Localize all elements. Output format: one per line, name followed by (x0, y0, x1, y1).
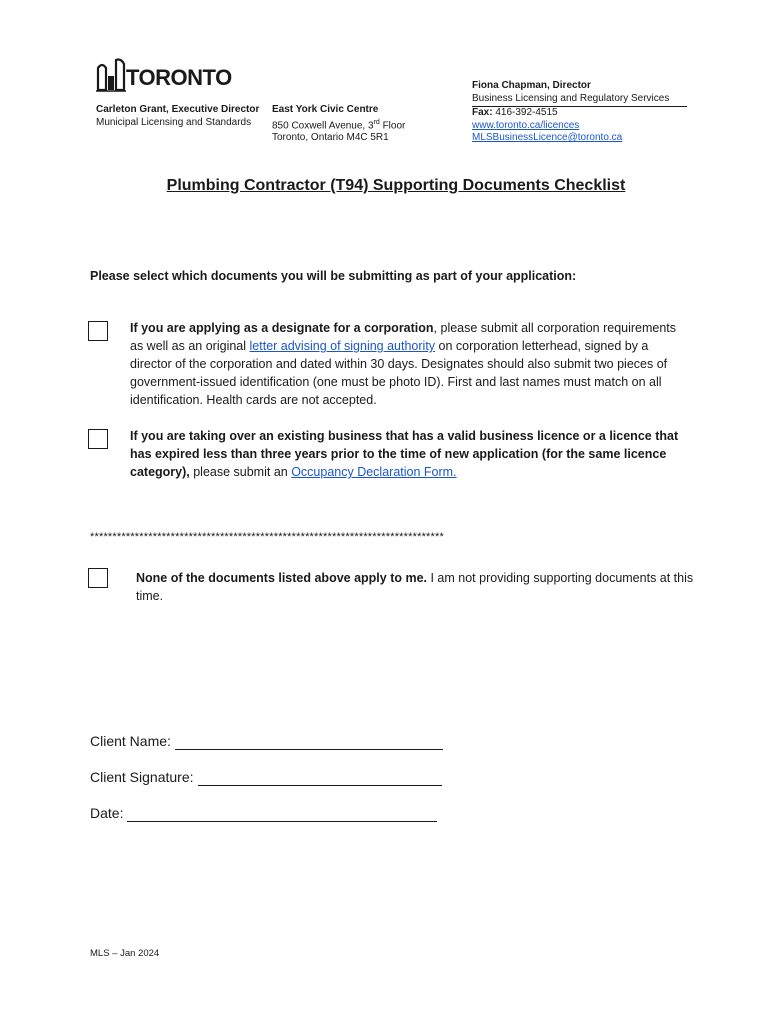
header-office-address (272, 104, 462, 145)
checkbox-taking-over-business[interactable] (88, 429, 108, 449)
header-director-contact (472, 80, 687, 145)
checkbox-none-apply[interactable] (88, 568, 108, 588)
item-designate-corporation: If you are applying as a designate for a corporation, please submit all corporation requirements as well as an original letter advising of signing authority on corporation letterhead, signed by a director of the corporation and dated within 30 days. Designates should also submit two pieces of government-issued identification (one must be photo ID). First and last names must match on all identification. Health cards are not accepted. (130, 321, 677, 407)
checkbox-designate-corporation[interactable] (88, 321, 108, 341)
fax-line: Fax: 416-392-4515 (472, 107, 558, 118)
office-city: Toronto, Ontario M4C 5R1 (272, 132, 389, 144)
director-dept: Business Licensing and Regulatory Services (472, 93, 687, 108)
footer-version: MLS – Jan 2024 (90, 948, 160, 959)
client-signature-field (90, 768, 442, 786)
client-name-label: Client Name: (90, 733, 171, 749)
page-title: Plumbing Contractor (T94) Supporting Documents Checklist (166, 177, 626, 194)
logo-wordmark: TORONTO (126, 65, 232, 90)
occupancy-declaration-link[interactable]: Occupancy Declaration Form. (291, 465, 457, 479)
email-link[interactable]: MLSBusinessLicence@toronto.ca (472, 132, 623, 143)
client-name-input-line[interactable] (175, 733, 443, 750)
date-field (90, 804, 437, 822)
date-input-line[interactable] (127, 805, 437, 822)
date-label: Date: (90, 805, 124, 821)
signing-authority-link[interactable]: letter advising of signing authority (249, 339, 436, 353)
client-signature-label: Client Signature: (90, 769, 194, 785)
client-signature-input-line[interactable] (198, 769, 442, 786)
toronto-logo (96, 56, 232, 92)
city-hall-icon (96, 58, 126, 92)
director-name: Fiona Chapman, Director (472, 80, 591, 91)
executive-director-dept: Municipal Licensing and Standards (96, 116, 252, 128)
office-street: 850 Coxwell Avenue, 3rd Floor (272, 118, 406, 131)
website-link[interactable]: www.toronto.ca/licences (472, 119, 580, 131)
executive-director-name: Carleton Grant, Executive Director (96, 104, 260, 115)
separator-stars: ******************************************************************************* (90, 531, 444, 543)
item-none-apply: None of the documents listed above apply to me. I am not providing supporting documents at this time. (136, 571, 694, 603)
office-name: East York Civic Centre (272, 104, 379, 115)
client-name-field (90, 732, 443, 750)
instruction-text: Please select which documents you will be submitting as part of your application: (90, 269, 577, 283)
item-taking-over-business: If you are taking over an existing business that has a valid business licence or a licence that has expired less than three years prior to the time of new application (for the same licence category), please submit an Occupancy Declaration Form. (130, 429, 679, 479)
header-executive-director (96, 104, 266, 129)
